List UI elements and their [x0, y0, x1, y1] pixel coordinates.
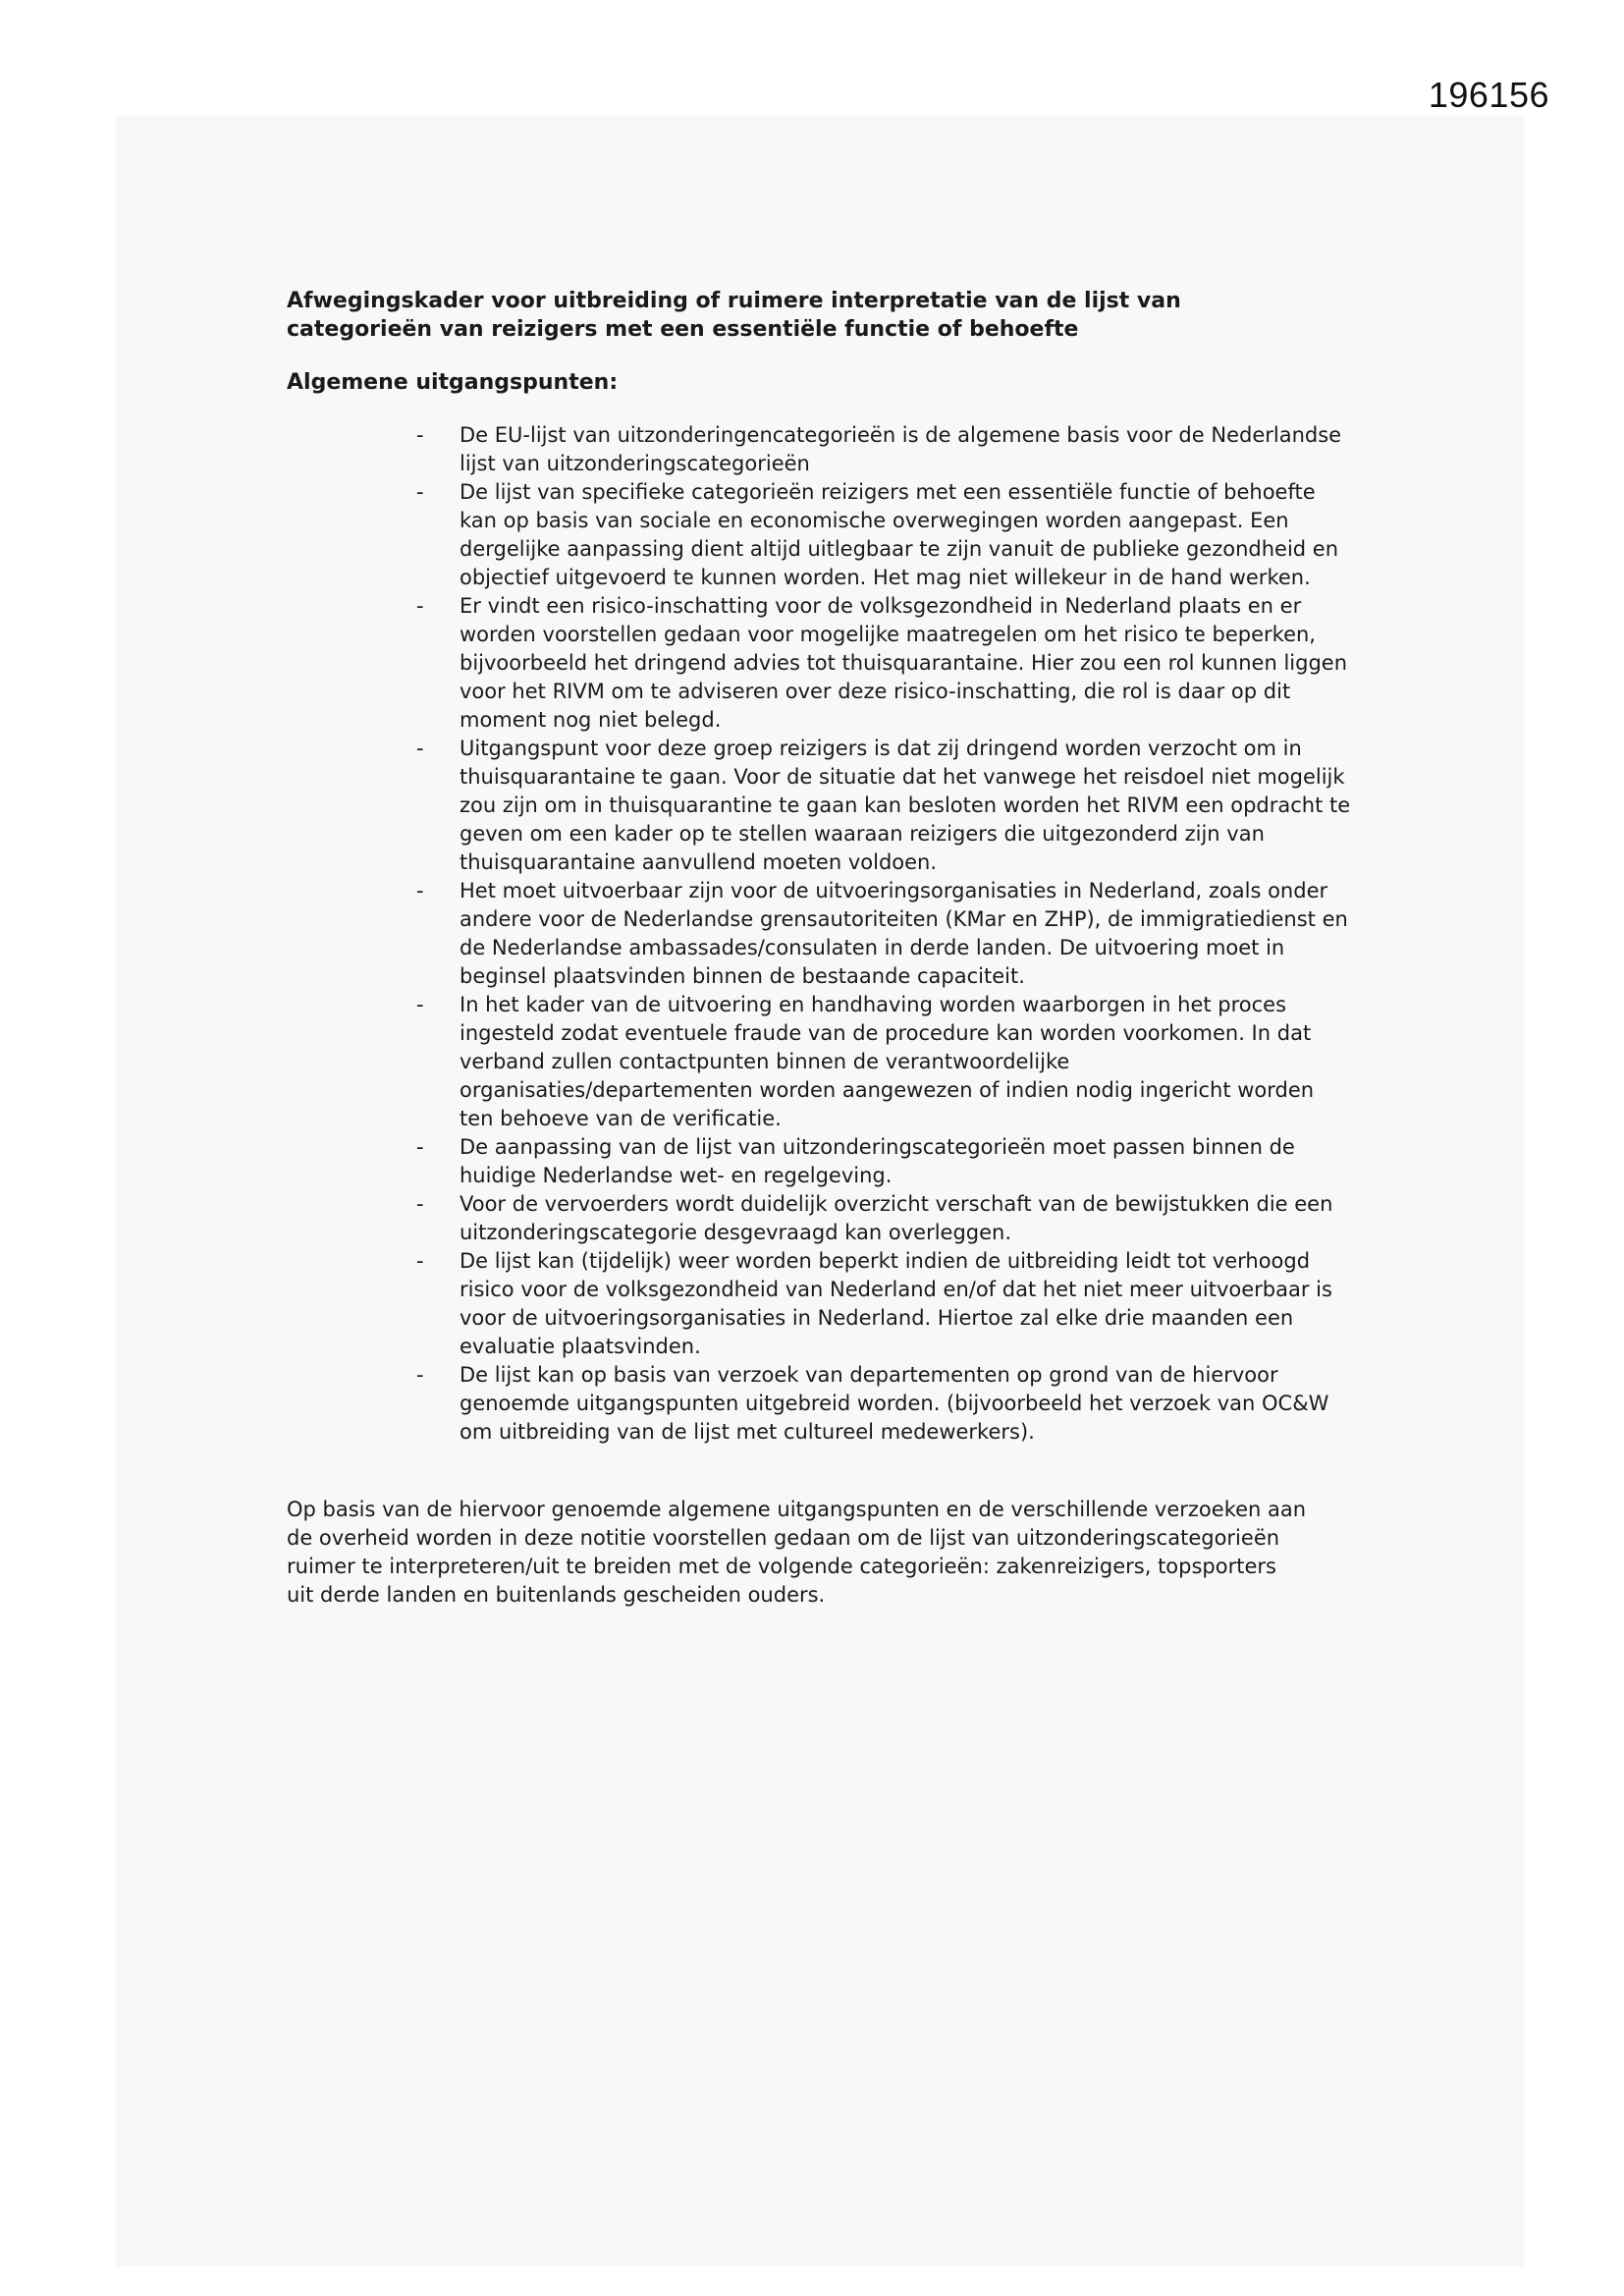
list-item-text: De aanpassing van de lijst van uitzonderingscategorieën moet passen binnen de huidige Nederlandse wet- en regelgeving.	[460, 1135, 1295, 1187]
document-body	[287, 287, 1367, 1610]
bullet-dash: -	[416, 879, 424, 902]
list-item	[416, 1133, 1353, 1190]
list-item-text: Voor de vervoerders wordt duidelijk overzicht verschaft van de bewijstukken die een uitzonderingscategorie desgevraagd kan overleggen.	[460, 1192, 1333, 1244]
list-item-text: De EU-lijst van uitzonderingencategorieën is de algemene basis voor de Nederlandse lijst van uitzonderingscategorieën	[460, 423, 1342, 475]
list-item-text: Het moet uitvoerbaar zijn voor de uitvoeringsorganisaties in Nederland, zoals onder andere voor de Nederlandse grensautoriteiten (KMar en ZHP), de immigratiedienst en de Nederlandse ambassades/consulaten in derde landen. De uitvoering moet in beginsel plaatsvinden binnen de bestaande capaciteit.	[460, 879, 1348, 988]
principles-list	[287, 421, 1367, 1447]
summary-paragraph: Op basis van de hiervoor genoemde algemene uitgangspunten en de verschillende verzoeken aan de overheid worden in deze notitie voorstellen gedaan om de lijst van uitzonderingscategorieën ruimer te interpreteren/uit te breiden met de volgende categorieën: zakenreizigers, topsporters uit derde landen en buitenlands gescheiden ouders.	[287, 1498, 1307, 1607]
bullet-dash: -	[416, 423, 424, 447]
bullet-dash: -	[416, 594, 424, 618]
list-item	[416, 421, 1353, 478]
bullet-dash: -	[416, 480, 424, 504]
list-item	[416, 877, 1353, 991]
bullet-dash: -	[416, 993, 424, 1016]
list-item	[416, 592, 1353, 735]
document-title: Afwegingskader voor uitbreiding of ruimere interpretatie van de lijst van categorieën van reizigers met een essentiële functie of behoefte	[287, 289, 1181, 342]
bullet-dash: -	[416, 1363, 424, 1387]
list-item-text: In het kader van de uitvoering en handhaving worden waarborgen in het proces ingesteld zodat eventuele fraude van de procedure kan worden voorkomen. In dat verband zullen contactpunten binnen de verantwoordelijke organisaties/departementen worden aangewezen of indien nodig ingericht worden ten behoeve van de verificatie.	[460, 993, 1315, 1130]
list-item	[416, 735, 1353, 877]
list-item	[416, 478, 1353, 592]
list-item-text: Er vindt een risico-inschatting voor de volksgezondheid in Nederland plaats en er worden voorstellen gedaan voor mogelijke maatregelen om het risico te beperken, bijvoorbeeld het dringend advies tot thuisquarantaine. Hier zou een rol kunnen liggen voor het RIVM om te adviseren over deze risico-inschatting, die rol is daar op dit moment nog niet belegd.	[460, 594, 1348, 732]
list-item	[416, 1190, 1353, 1247]
document-number: 196156	[1428, 75, 1549, 115]
list-item	[416, 991, 1353, 1133]
bullet-dash: -	[416, 1135, 424, 1159]
bullet-dash: -	[416, 1249, 424, 1273]
list-item-text: De lijst van specifieke categorieën reizigers met een essentiële functie of behoefte kan op basis van sociale en economische overwegingen worden aangepast. Een dergelijke aanpassing dient altijd uitlegbaar te zijn vanuit de publieke gezondheid en objectief uitgevoerd te kunnen worden. Het mag niet willekeur in de hand werken.	[460, 480, 1339, 589]
list-item-text: Uitgangspunt voor deze groep reizigers is dat zij dringend worden verzocht om in thuisquarantaine te gaan. Voor de situatie dat het vanwege het reisdoel niet mogelijk zou zijn om in thuisquarantine te gaan kan besloten worden het RIVM een opdracht te geven om een kader op te stellen waaraan reizigers die uitgezonderd zijn van thuisquarantaine aanvullend moeten voldoen.	[460, 737, 1351, 874]
list-item-text: De lijst kan op basis van verzoek van departementen op grond van de hiervoor genoemde uitgangspunten uitgebreid worden. (bijvoorbeeld het verzoek van OC&W om uitbreiding van de lijst met cultureel medewerkers).	[460, 1363, 1329, 1444]
bullet-dash: -	[416, 1192, 424, 1216]
list-item	[416, 1361, 1353, 1447]
bullet-dash: -	[416, 737, 424, 760]
list-item-text: De lijst kan (tijdelijk) weer worden beperkt indien de uitbreiding leidt tot verhoogd risico voor de volksgezondheid van Nederland en/of dat het niet meer uitvoerbaar is voor de uitvoeringsorganisaties in Nederland. Hiertoe zal elke drie maanden een evaluatie plaatsvinden.	[460, 1249, 1332, 1358]
section-heading: Algemene uitgangspunten:	[287, 370, 619, 395]
list-item	[416, 1247, 1353, 1361]
